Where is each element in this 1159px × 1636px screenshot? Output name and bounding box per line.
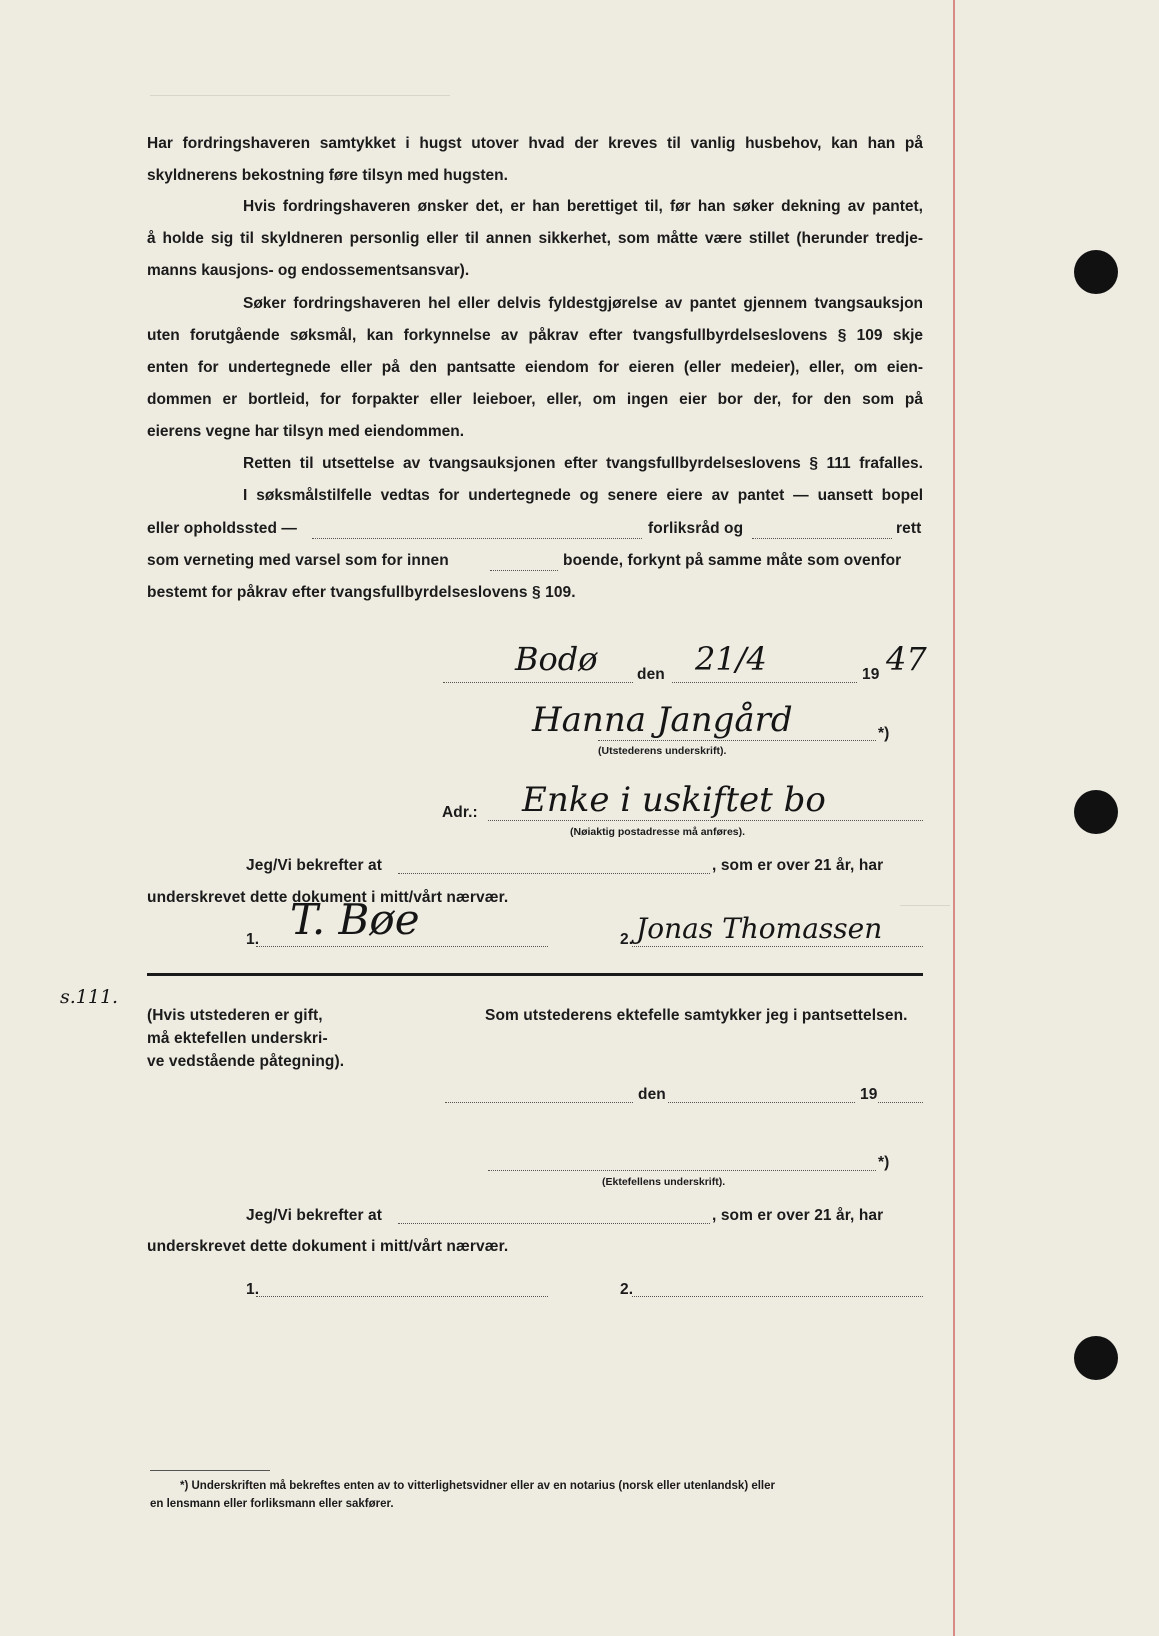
year-prefix: 19 [862,666,880,683]
confirm-text: Jeg/Vi bekrefter at [246,857,383,874]
paragraph-line: Hvis fordringshaveren ønsker det, er han berettiget til, før han søker dekning av pantet, [243,198,923,215]
witness-1-number: 1. [246,1281,260,1298]
address-caption: (Nøiaktig postadresse må anføres). [570,826,746,838]
spouse-instruction: ve vedstående påtegning). [147,1053,345,1070]
paragraph-fragment: boende, forkynt på samme måte som ovenfor [563,552,902,569]
paragraph-line: bestemt for påkrav efter tvangsfullbyrdelseslovens § 109. [147,584,576,601]
spouse-caption: (Ektefellens underskrift). [602,1176,726,1188]
address-label: Adr.: [442,804,478,821]
paragraph-fragment: som verneting med varsel som for innen [147,552,449,569]
place-line [445,1102,633,1103]
paragraph-line: uten forutgående søksmål, kan forkynnelse av påkrav efter tvangsfullbyrdelseslovens § 109 skje [147,327,923,344]
den-label: den [637,666,665,683]
witness-2-number: 2. [620,1281,634,1298]
confirm-text: , som er over 21 år, har [712,1207,884,1224]
witness-name-line [398,873,710,874]
blank-line [752,538,892,539]
issuer-caption: (Utstederens underskrift). [598,745,727,757]
signature-line [598,740,876,741]
confirm-text: , som er over 21 år, har [712,857,884,874]
date-line [668,1102,855,1103]
spouse-instruction: (Hvis utstederen er gift, [147,1007,323,1024]
footnote-star: *) [878,1154,890,1171]
spouse-signature-line [488,1170,876,1171]
paragraph-fragment: eller opholdssted — [147,520,298,537]
paragraph-line: manns kausjons- og endossementsansvar). [147,262,470,279]
punch-hole [1074,1336,1118,1380]
margin-line [953,0,955,1636]
witness-2-signature: Jonas Thomassen [636,912,883,945]
year-handwriting: 47 [886,640,927,678]
paragraph-line: dommen er bortleid, for forpakter eller leieboer, eller, om ingen eier bor der, for den som på [147,391,923,408]
paragraph-fragment: rett [896,520,922,537]
blank-line [490,570,558,571]
date-line [672,682,857,683]
confirm-text: Jeg/Vi bekrefter at [246,1207,383,1224]
witness-1-line [256,946,548,947]
footnote-star: *) [878,725,890,742]
place-handwriting: Bodø [515,640,598,678]
bleed-through [900,905,950,906]
margin-note: s.111. [60,986,119,1008]
witness-1-signature: T. Bøe [290,895,420,944]
paragraph-line: Retten til utsettelse av tvangsauksjonen efter tvangsfullbyrdelseslovens § 111 frafalles. [243,455,923,472]
paragraph-line: skyldnerens bekostning føre tilsyn med hugsten. [147,167,508,184]
witness-2-number: 2. [620,931,634,948]
den-label: den [638,1086,666,1103]
issuer-signature: Hanna Jangård [532,700,793,740]
spouse-instruction: må ektefellen underskri- [147,1030,328,1047]
blank-line [312,538,642,539]
witness-1-number: 1. [246,931,260,948]
year-prefix: 19 [860,1086,878,1103]
footnote-separator [150,1470,270,1471]
section-divider [147,973,923,976]
paragraph-line: enten for undertegnede eller på den pantsatte eiendom for eieren (eller medeier), eller, om eien- [147,359,923,376]
spouse-consent-text: Som utstederens ektefelle samtykker jeg i pantsettelsen. [485,1007,908,1024]
paragraph-line: eierens vegne har tilsyn med eiendommen. [147,423,465,440]
paragraph-fragment: forliksråd og [648,520,744,537]
confirm-text: underskrevet dette dokument i mitt/vårt nærvær. [147,1238,509,1255]
address-handwriting: Enke i uskiftet bo [522,780,826,820]
punch-hole [1074,250,1118,294]
address-line [488,820,923,821]
witness-1-line [256,1296,548,1297]
witness-2-line [632,1296,923,1297]
footnote-line: en lensmann eller forliksmann eller sakfører. [150,1498,394,1510]
date-handwriting: 21/4 [695,640,767,678]
paragraph-line: å holde sig til skyldneren personlig eller til annen sikkerhet, som måtte være stillet (herunder tredje- [147,230,923,247]
confirm-text: underskrevet dette dokument i mitt/vårt nærvær. [147,889,509,906]
witness-2-line [632,946,923,947]
witness-name-line [398,1223,710,1224]
place-line [443,682,633,683]
year-line [878,1102,923,1103]
paragraph-line: Har fordringshaveren samtykket i hugst utover hvad der kreves til vanlig husbehov, kan han på [147,135,923,152]
paragraph-line: Søker fordringshaveren hel eller delvis fyldestgjørelse av pantet gjennem tvangsauksjon [243,295,923,312]
punch-hole [1074,790,1118,834]
footnote-line: *) Underskriften må bekreftes enten av to vitterlighetsvidner eller av en notarius (norsk eller utenlandsk) eller [180,1480,775,1492]
paragraph-line: I søksmålstilfelle vedtas for undertegnede og senere eiere av pantet — uansett bopel [243,487,923,504]
bleed-through [150,95,450,96]
